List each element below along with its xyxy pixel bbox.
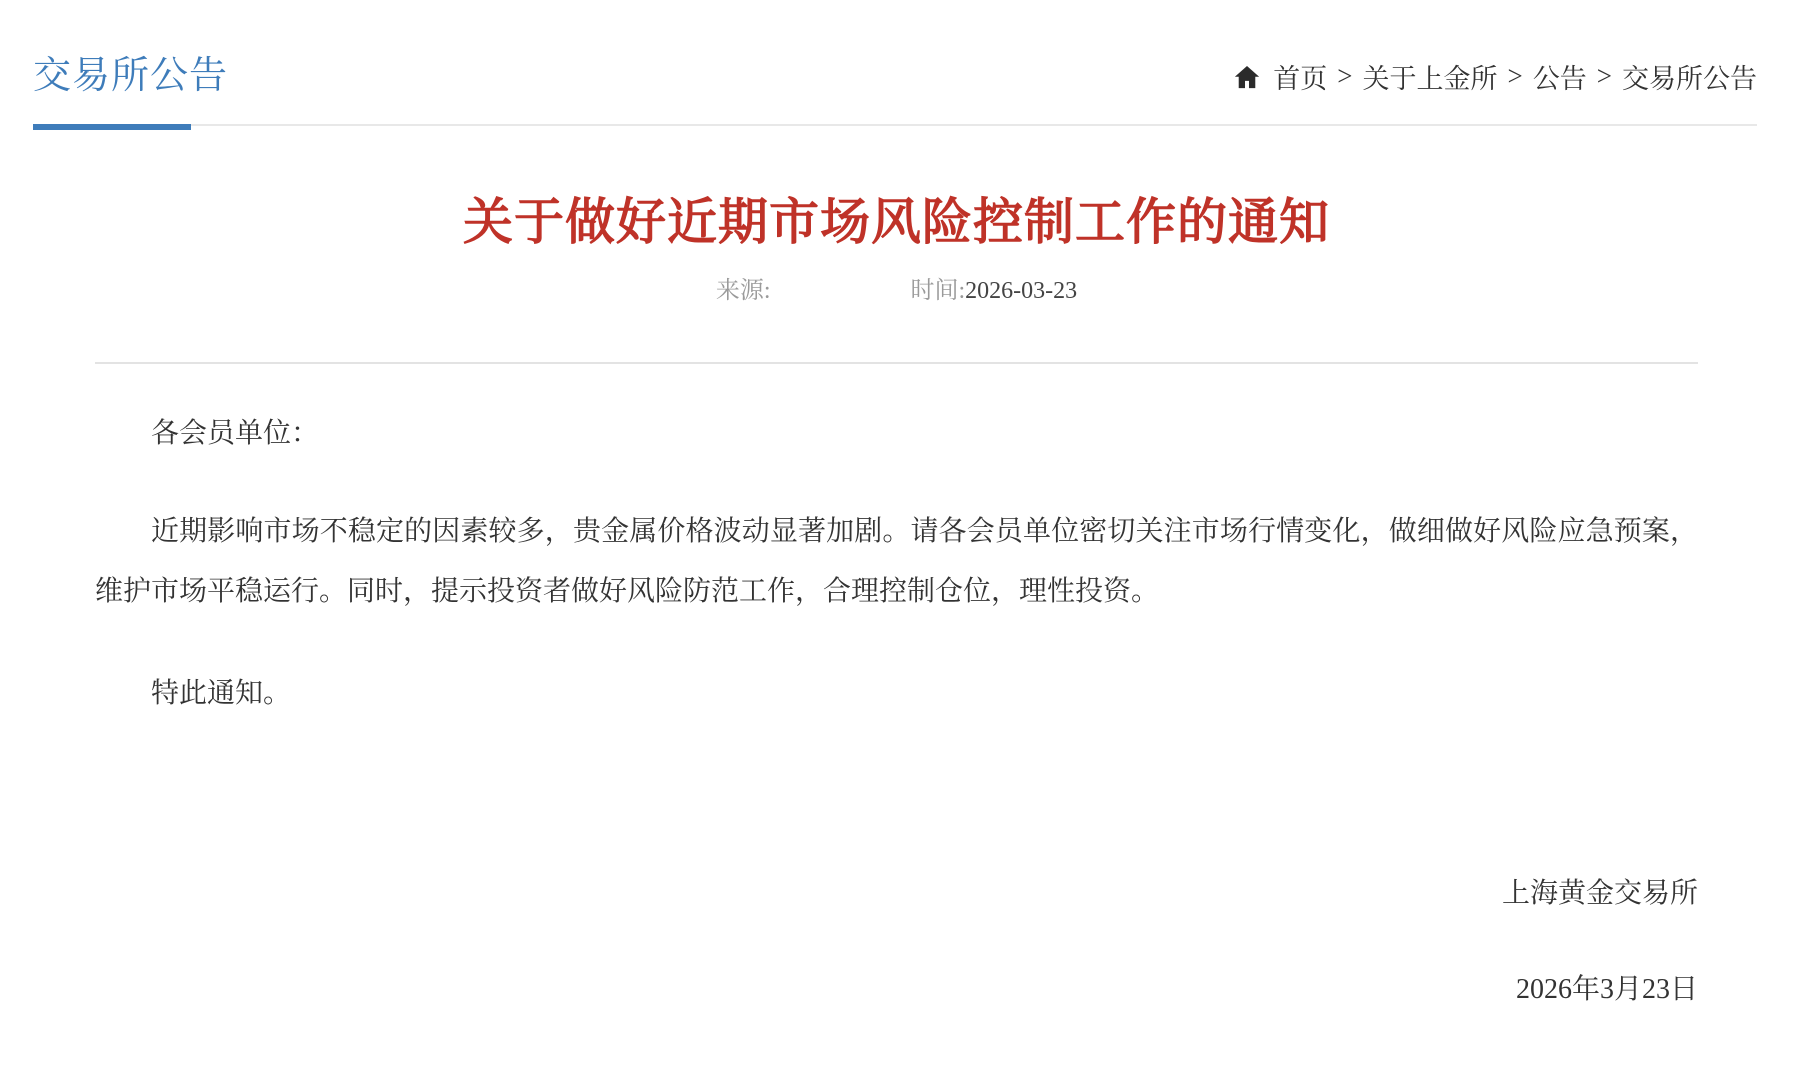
section-tab-exchange-announcements[interactable] — [33, 54, 228, 98]
source-label: 来源: — [715, 278, 771, 304]
breadcrumb — [1233, 57, 1757, 98]
home-icon[interactable] — [1233, 63, 1261, 91]
breadcrumb-item-announcements[interactable]: 公告 — [1532, 64, 1587, 94]
article-content — [95, 196, 1698, 1020]
signature-date: 2026年3月23日 — [1515, 974, 1698, 1005]
breadcrumb-item-about[interactable]: 关于上金所 — [1362, 64, 1498, 94]
section-title: 交易所公告 — [33, 55, 229, 97]
time-label: 时间: — [910, 278, 966, 304]
breadcrumb-item-home[interactable]: 首页 — [1273, 64, 1328, 94]
article-title: 关于做好近期市场风险控制工作的通知 — [463, 194, 1330, 250]
article-body — [95, 404, 1698, 1020]
source-field — [716, 278, 771, 304]
body-paragraph: 近期影响市场不稳定的因素较多，贵金属价格波动显著加剧。请各会员单位密切关注市场行情变化，做细做好风险应急预案，维护市场平稳运行。同时，提示投资者做好风险防范工作，合理控制仓位，理性投资。 — [95, 516, 1698, 607]
breadcrumb-separator: > — [1337, 61, 1353, 91]
breadcrumb-separator: > — [1596, 61, 1612, 91]
breadcrumb-item-current: 交易所公告 — [1622, 64, 1757, 94]
time-field — [911, 278, 1078, 304]
salutation: 各会员单位： — [151, 418, 320, 449]
title-body-divider — [95, 362, 1698, 364]
closing-line: 特此通知。 — [151, 678, 292, 709]
time-value: 2026-03-23 — [965, 278, 1078, 304]
active-tab-underline — [33, 124, 191, 130]
article-meta — [95, 276, 1698, 306]
signature-org: 上海黄金交易所 — [1501, 878, 1698, 909]
page-header — [33, 0, 1757, 126]
breadcrumb-separator: > — [1507, 61, 1523, 91]
